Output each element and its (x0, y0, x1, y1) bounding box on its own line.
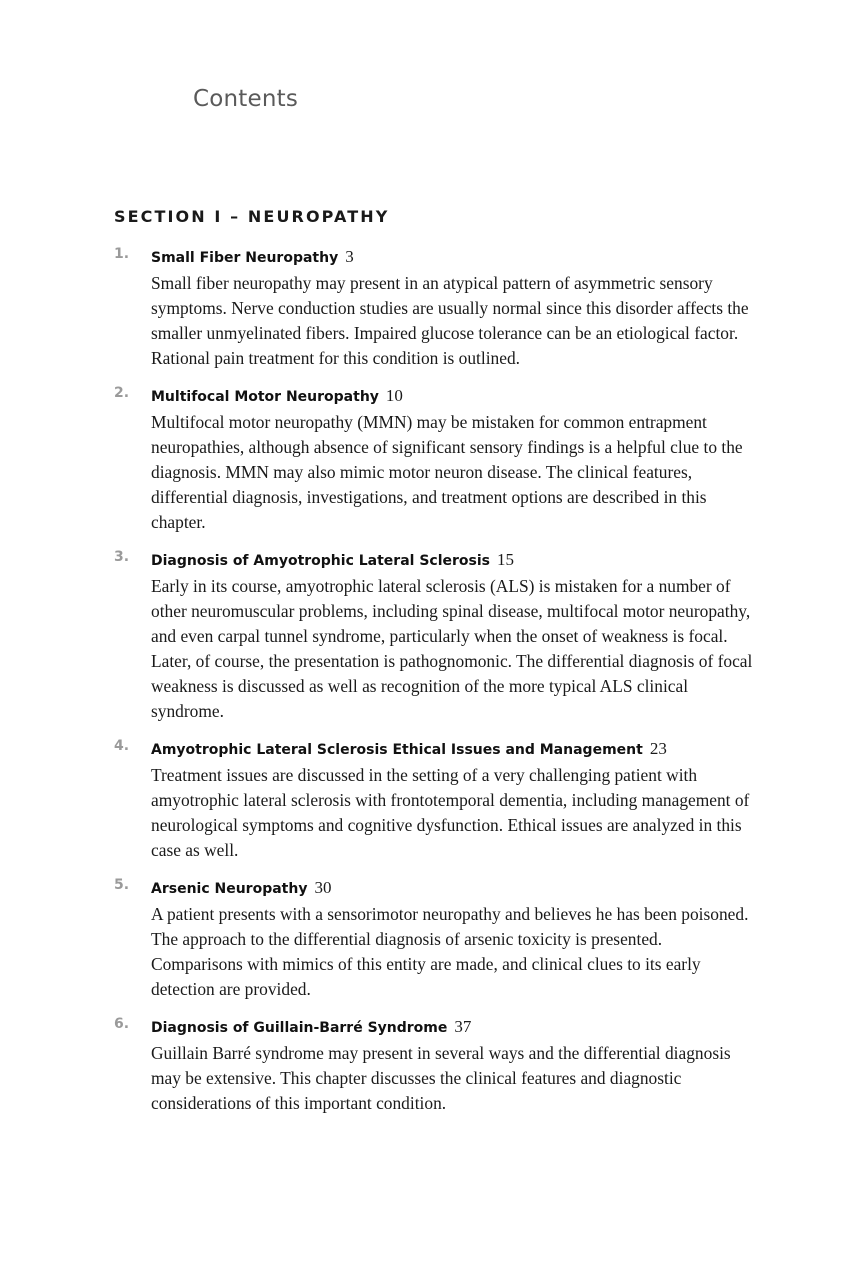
contents-entry (114, 244, 754, 371)
entry-heading (151, 736, 754, 763)
entry-number: 4. (114, 738, 130, 754)
section-heading: SECTION I – NEUROPATHY (114, 207, 390, 226)
contents-entry (114, 736, 754, 863)
entry-page-number: 15 (496, 550, 514, 569)
contents-list (114, 244, 754, 1128)
entry-description: A patient presents with a sensorimotor neuropathy and believes he has been poisoned. The approach to the differential diagnosis of arsenic toxicity is presented. Comparisons with mimics of this entity are made, and clinical clues to its early detection are provided. (151, 904, 749, 999)
entry-page-number: 30 (314, 878, 332, 897)
entry-description: Early in its course, amyotrophic lateral sclerosis (ALS) is mistaken for a number of other neuromuscular problems, including spinal disease, multifocal motor neuropathy, and even carpal tunnel syndrome, particularly when the onset of weakness is focal. Later, of course, the presentation is pathognomonic. The differential diagnosis of focal weakness is discussed as well as recognition of the more typical ALS clinical syndrome. (151, 576, 753, 721)
entry-title: Arsenic Neuropathy (151, 881, 308, 897)
entry-description: Treatment issues are discussed in the setting of a very challenging patient with amyotrophic lateral sclerosis with frontotemporal dementia, including management of neurological symptoms and cognitive dysfunction. Ethical issues are analyzed in this case as well. (151, 765, 750, 860)
entry-heading (151, 1014, 754, 1041)
entry-heading (151, 875, 754, 902)
entry-title: Multifocal Motor Neuropathy (151, 389, 379, 405)
contents-entry (114, 1014, 754, 1116)
entry-title: Amyotrophic Lateral Sclerosis Ethical Issues and Management (151, 742, 643, 758)
entry-number: 5. (114, 877, 130, 893)
entry-title: Diagnosis of Guillain-Barré Syndrome (151, 1020, 448, 1036)
entry-heading (151, 383, 754, 410)
entry-description: Multifocal motor neuropathy (MMN) may be mistaken for common entrapment neuropathies, although absence of significant sensory findings is a helpful clue to the diagnosis. MMN may also mimic motor neuron disease. The clinical features, differential diagnosis, investigations, and treatment options are described in this chapter. (151, 412, 743, 532)
entry-description: Guillain Barré syndrome may present in several ways and the differential diagnosis may be extensive. This chapter discusses the clinical features and diagnostic considerations of this important condition. (151, 1043, 731, 1113)
entry-title: Small Fiber Neuropathy (151, 250, 339, 266)
entry-page-number: 37 (454, 1017, 472, 1036)
contents-entry (114, 875, 754, 1002)
page-title: Contents (193, 86, 299, 112)
entry-page-number: 23 (649, 739, 667, 758)
entry-number: 3. (114, 549, 130, 565)
entry-description: Small fiber neuropathy may present in an atypical pattern of asymmetric sensory symptoms. Nerve conduction studies are usually normal since this disorder affects the smaller unmyelinated fibers. Impaired glucose tolerance can be an etiological factor. Rational pain treatment for this condition is outlined. (151, 273, 749, 368)
entry-heading (151, 244, 754, 271)
contents-entry (114, 547, 754, 724)
entry-number: 1. (114, 246, 130, 262)
entry-page-number: 3 (345, 247, 354, 266)
entry-number: 6. (114, 1016, 130, 1032)
entry-heading (151, 547, 754, 574)
entry-number: 2. (114, 385, 130, 401)
entry-title: Diagnosis of Amyotrophic Lateral Sclerosis (151, 553, 490, 569)
entry-page-number: 10 (385, 386, 403, 405)
contents-entry (114, 383, 754, 535)
